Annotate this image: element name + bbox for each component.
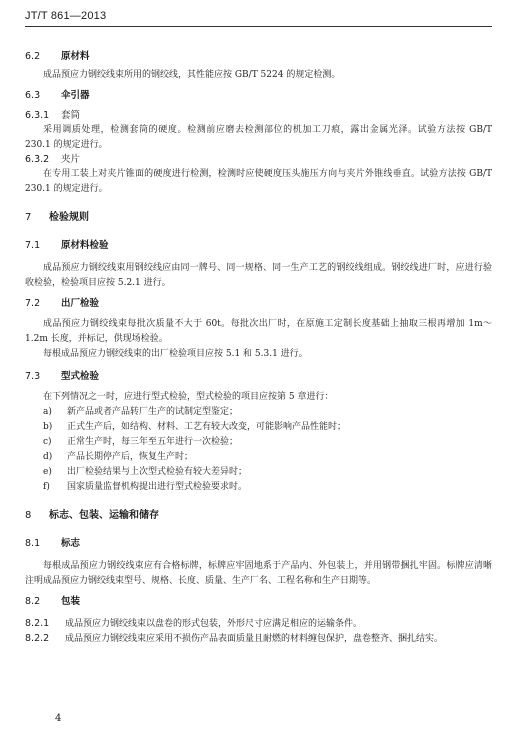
list-item: a) 新产品或者产品转厂生产的试制定型鉴定；: [43, 407, 239, 417]
section-7-2-heading: 7.2 出厂检验: [25, 298, 100, 309]
section-7-heading: 7 检验规则: [25, 212, 89, 223]
section-7-3-heading: 7.3 型式检验: [25, 371, 100, 382]
section-7-1-text: 成品预应力钢绞线束用钢绞线应由同一牌号、同一规格、同一生产工艺的钢绞线组成。钢绞线进厂时，应进行验收检验，检验项目应按 5.2.1 进行。: [25, 263, 492, 288]
list-item: e) 出厂检验结果与上次型式检验有较大差异时；: [43, 467, 248, 477]
page-content: [25, 50, 492, 647]
type-test-conditions-list: [25, 405, 492, 495]
section-7-3-intro: 在下列情况之一时，应进行型式检验，型式检验的项目应按第 5 章进行：: [43, 392, 334, 402]
section-8-2-1-text: 8.2.1 成品预应力钢绞线束以盘卷的形式包装，外形尺寸应满足相应的运输条件。: [25, 618, 363, 629]
section-6-3-1-text: 采用调质处理，检测套筒的硬度。检测前应磨去检测部位的机加工刀痕，露出金属光泽。试验方法按 GB/T 230.1 的规定进行。: [25, 125, 492, 150]
header-rule: [25, 26, 492, 27]
section-8-1-text: 每根成品预应力钢绞线束应有合格标牌，标牌应牢固地系于产品内、外包装上，并用钢带捆扎牢固。标牌应清晰注明成品预应力钢绞线束型号、规格、长度、质量、生产厂名、工程名称和生产日期等。: [25, 561, 492, 586]
section-7-2-text-2: 每根成品预应力钢绞线束的出厂检验项目应按 5.1 和 5.3.1 进行。: [43, 349, 308, 359]
section-8-1-heading: 8.1 标志: [25, 538, 81, 549]
list-item: d) 产品长期停产后，恢复生产时；: [43, 452, 194, 462]
standard-number: JT/T 861—2013: [25, 10, 107, 22]
section-6-3-2-heading: 6.3.2 夹片: [25, 154, 81, 165]
section-6-3-2-text: 在专用工装上对夹片锥面的硬度进行检测，检测时应使硬度压头施压方向与夹片外锥线垂直。试验方法按 GB/T 230.1 的规定进行。: [25, 169, 492, 194]
list-item: f) 国家质量监督机构提出进行型式检验要求时。: [43, 482, 248, 492]
section-8-heading: 8 标志、包装、运输和储存: [25, 510, 159, 521]
page-number: 4: [55, 713, 62, 724]
section-6-3-1-heading: 6.3.1 套筒: [25, 110, 81, 121]
list-item: c) 正常生产时，每三年至五年进行一次检验；: [43, 437, 239, 447]
section-8-2-2-text: 8.2.2 成品预应力钢绞线束应采用不损伤产品表面质量且耐燃的材料缠包保护，盘卷整齐、捆扎结实。: [25, 633, 444, 644]
section-6-3-heading: 6.3 伞引器: [25, 90, 90, 101]
section-7-2-text-1: 成品预应力钢绞线束每批次质量不大于 60t。每批次出厂时，在原施工定制长度基础上抽取三根再增加 1m～1.2m 长度，并标记，供现场检验。: [25, 319, 492, 344]
section-6-2-text: 成品预应力钢绞线束所用的钢绞线，其性能应按 GB/T 5224 的规定检测。: [43, 70, 341, 80]
section-7-1-heading: 7.1 原材料检验: [25, 240, 109, 251]
section-6-2-heading: 6.2 原材料: [25, 51, 90, 62]
section-8-2-heading: 8.2 包装: [25, 596, 81, 607]
list-item: b) 正式生产后，如结构、材料、工艺有较大改变，可能影响产品性能时；: [43, 422, 347, 432]
